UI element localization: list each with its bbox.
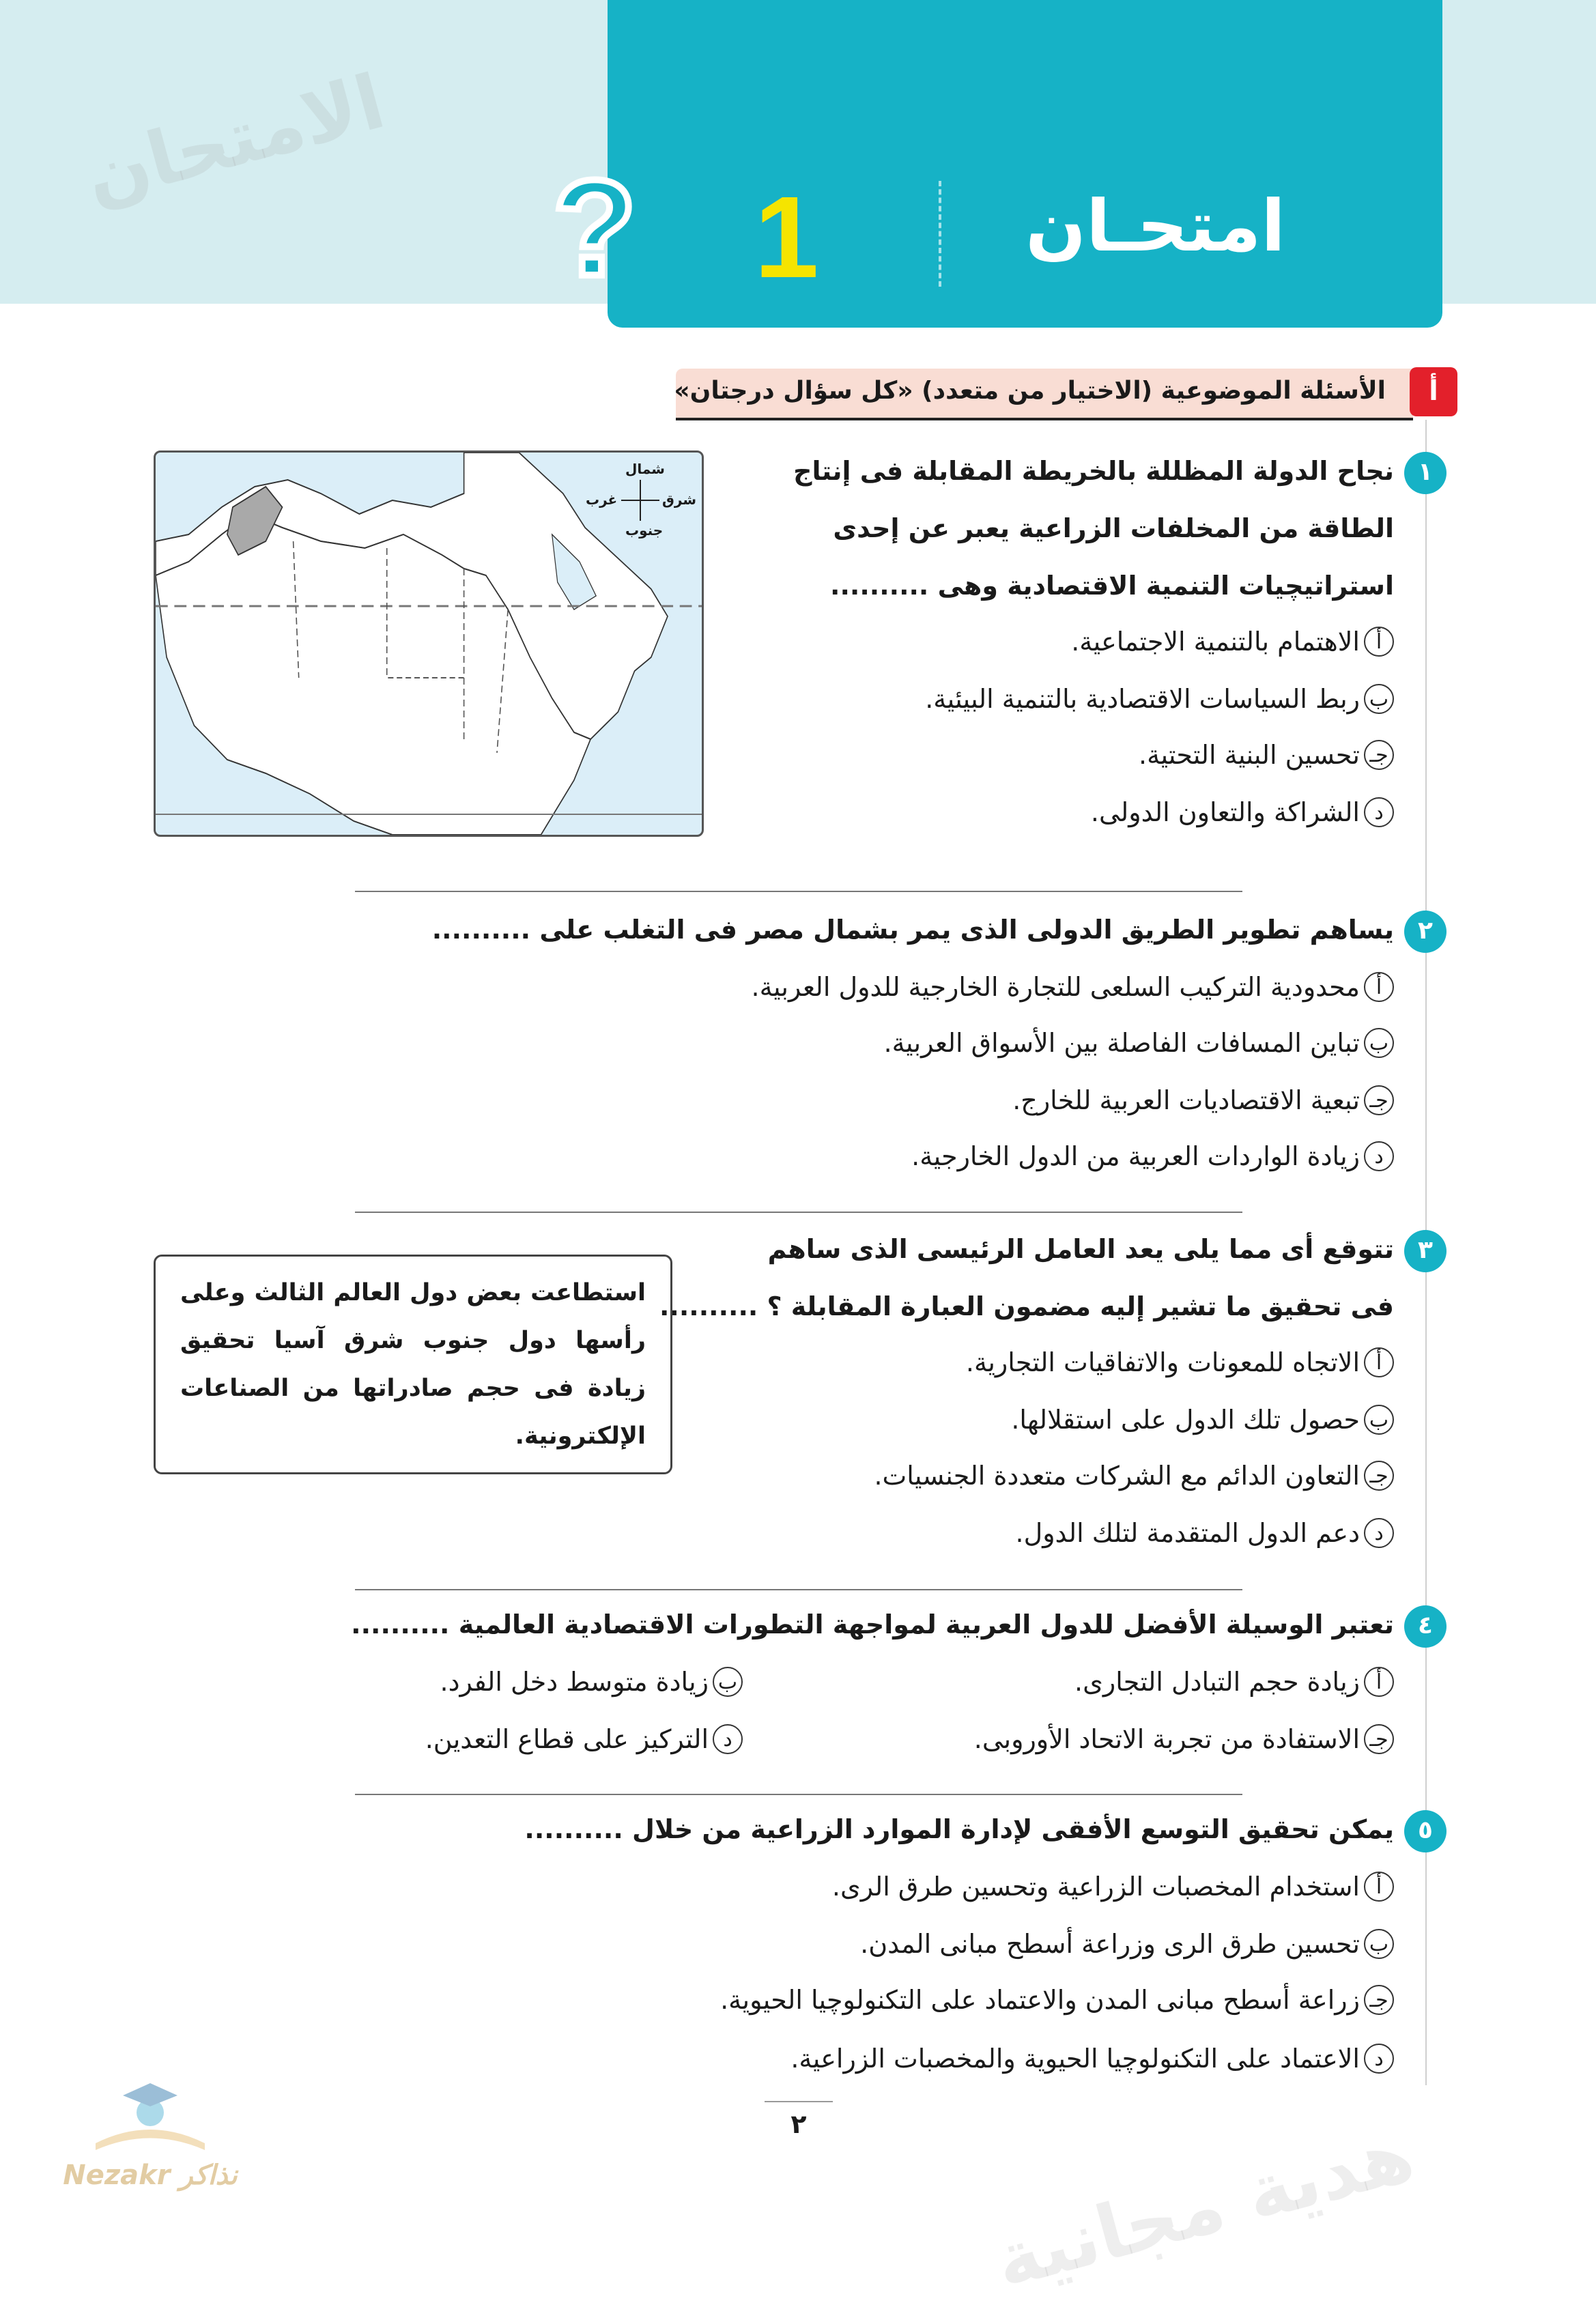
- watermark: هدية مجانية: [986, 2109, 1423, 2305]
- option-text: تبعية الاقتصاديات العربية للخارج.: [1012, 1085, 1360, 1115]
- option-text: الشراكة والتعاون الدولى.: [1090, 797, 1360, 827]
- option-letter: أ: [1364, 972, 1394, 1002]
- option-letter: جـ: [1364, 1724, 1394, 1754]
- quote-box: استطاعت بعض دول العالم الثالث وعلى رأسها دول جنوب شرق آسيا تحقيق زيادة فى حجم صادراتها من الصناعات الإلكترونية.: [154, 1255, 672, 1474]
- exam-title: امتحـان: [1025, 184, 1285, 268]
- question-text: تعتبر الوسيلة الأفضل للدول العربية لمواجهة التطورات الاقتصادية العالمية ..........: [351, 1609, 1394, 1640]
- page-number: ٢: [765, 2101, 833, 2139]
- option-c[interactable]: [720, 1985, 1394, 2015]
- option-a[interactable]: [752, 972, 1395, 1002]
- option-letter: أ: [1364, 1667, 1394, 1697]
- compass-north: شمال: [625, 461, 665, 477]
- question-text: تتوقع أى مما يلى يعد العامل الرئيسى الذى ساهم: [767, 1234, 1394, 1264]
- nezakr-logo: [55, 2075, 246, 2211]
- question-text: استراتيچيات التنمية الاقتصادية وهى ..........: [830, 571, 1394, 601]
- option-text: الاعتماد على التكنولوچيا الحيوية والمخصبات الزراعية.: [790, 2044, 1360, 2074]
- option-d[interactable]: [790, 2044, 1394, 2074]
- option-letter: د: [1364, 797, 1394, 827]
- option-text: زيادة متوسط دخل الفرد.: [440, 1667, 709, 1697]
- option-letter: ب: [713, 1667, 743, 1697]
- option-text: الاهتمام بالتنمية الاجتماعية.: [1071, 627, 1360, 657]
- option-text: زيادة الواردات العربية من الدول الخارجية.: [911, 1141, 1360, 1171]
- option-letter: د: [1364, 1141, 1394, 1171]
- option-a[interactable]: [832, 1872, 1394, 1902]
- option-text: تحسين البنية التحتية.: [1139, 740, 1360, 770]
- section-title: الأسئلة الموضوعية (الاختيار من متعدد) «كل سؤال درجتان»: [674, 377, 1386, 405]
- separator: [355, 1212, 1242, 1213]
- exam-number: 1: [754, 173, 819, 302]
- option-letter: ب: [1364, 1028, 1394, 1058]
- question-number: ٥: [1404, 1810, 1447, 1852]
- option-letter: جـ: [1364, 1985, 1394, 2015]
- option-c[interactable]: [974, 1724, 1394, 1754]
- option-text: الاستفادة من تجربة الاتحاد الأوروبى.: [973, 1724, 1360, 1754]
- option-a[interactable]: [1071, 627, 1394, 657]
- separator: [355, 1589, 1242, 1590]
- option-text: ربط السياسات الاقتصادية بالتنمية البيئية.: [925, 684, 1360, 714]
- option-b[interactable]: [1011, 1405, 1394, 1435]
- option-text: التعاون الدائم مع الشركات متعددة الجنسيات.: [874, 1461, 1360, 1491]
- option-c[interactable]: [1012, 1085, 1394, 1115]
- option-b[interactable]: [440, 1667, 743, 1697]
- arab-world-map: [154, 450, 704, 837]
- question-mark-icon: ?: [553, 152, 637, 304]
- option-d[interactable]: [911, 1141, 1394, 1171]
- divider: [939, 181, 941, 287]
- section-badge: أ: [1410, 367, 1457, 416]
- option-d[interactable]: [1091, 797, 1394, 827]
- option-letter: ب: [1364, 1405, 1394, 1435]
- option-text: استخدام المخصبات الزراعية وتحسين طرق الرى.: [831, 1872, 1360, 1902]
- option-b[interactable]: [925, 684, 1394, 714]
- question-text: الطاقة من المخلفات الزراعية يعبر عن إحدى: [833, 513, 1394, 543]
- question-text: فى تحقيق ما تشير إليه مضمون العبارة المقابلة ؟ ..........: [659, 1291, 1394, 1321]
- option-b[interactable]: [884, 1028, 1394, 1058]
- option-letter: د: [1364, 1518, 1394, 1548]
- compass-west: غرب: [586, 491, 618, 508]
- compass-icon: [156, 453, 702, 548]
- exam-header: [553, 0, 1442, 328]
- option-text: التركيز على قطاع التعدين.: [425, 1724, 709, 1754]
- option-text: زيادة حجم التبادل التجارى.: [1074, 1667, 1360, 1697]
- option-letter: د: [1364, 2044, 1394, 2074]
- option-text: تحسين طرق الرى وزراعة أسطح مبانى المدن.: [860, 1929, 1360, 1959]
- option-letter: جـ: [1364, 1461, 1394, 1491]
- option-letter: جـ: [1364, 740, 1394, 770]
- section-header: [676, 369, 1413, 420]
- option-b[interactable]: [860, 1929, 1394, 1959]
- graduate-book-icon: [82, 2075, 218, 2157]
- option-text: دعم الدول المتقدمة لتلك الدول.: [1015, 1518, 1360, 1548]
- question-text: يمكن تحقيق التوسع الأفقى لإدارة الموارد الزراعية من خلال ..........: [524, 1814, 1394, 1844]
- option-c[interactable]: [874, 1461, 1394, 1491]
- option-letter: أ: [1364, 1347, 1394, 1377]
- question-text: يساهم تطوير الطريق الدولى الذى يمر بشمال مصر فى التغلب على ..........: [431, 915, 1394, 945]
- option-letter: ب: [1364, 1929, 1394, 1959]
- question-number: ١: [1404, 452, 1447, 494]
- separator: [355, 1794, 1242, 1795]
- question-text: نجاح الدولة المظللة بالخريطة المقابلة فى إنتاج: [793, 456, 1394, 486]
- option-letter: أ: [1364, 627, 1394, 657]
- option-text: زراعة أسطح مبانى المدن والاعتماد على التكنولوچيا الحيوية.: [720, 1985, 1360, 2015]
- option-text: حصول تلك الدول على استقلالها.: [1011, 1405, 1360, 1435]
- option-letter: جـ: [1364, 1085, 1394, 1115]
- option-letter: ب: [1364, 684, 1394, 714]
- question-number: ٤: [1404, 1605, 1447, 1648]
- option-d[interactable]: [1016, 1518, 1394, 1548]
- watermark: الامتحان: [76, 57, 394, 221]
- question-number: ٢: [1404, 911, 1447, 953]
- option-c[interactable]: [1139, 740, 1394, 770]
- option-a[interactable]: [966, 1347, 1394, 1377]
- option-letter: أ: [1364, 1872, 1394, 1902]
- option-text: تباين المسافات الفاصلة بين الأسواق العربية.: [883, 1028, 1360, 1058]
- option-text: الاتجاه للمعونات والاتفاقيات التجارية.: [965, 1347, 1360, 1377]
- option-a[interactable]: [1074, 1667, 1394, 1697]
- question-number: ٣: [1404, 1230, 1447, 1272]
- option-text: محدودية التركيب السلعى للتجارة الخارجية للدول العربية.: [751, 972, 1360, 1002]
- compass-east: شرق: [662, 491, 696, 508]
- option-letter: د: [713, 1724, 743, 1754]
- logo-text: Nezakr نذاكر: [63, 2160, 238, 2191]
- option-d[interactable]: [425, 1724, 743, 1754]
- compass-south: جنوب: [625, 522, 664, 539]
- separator: [355, 891, 1242, 892]
